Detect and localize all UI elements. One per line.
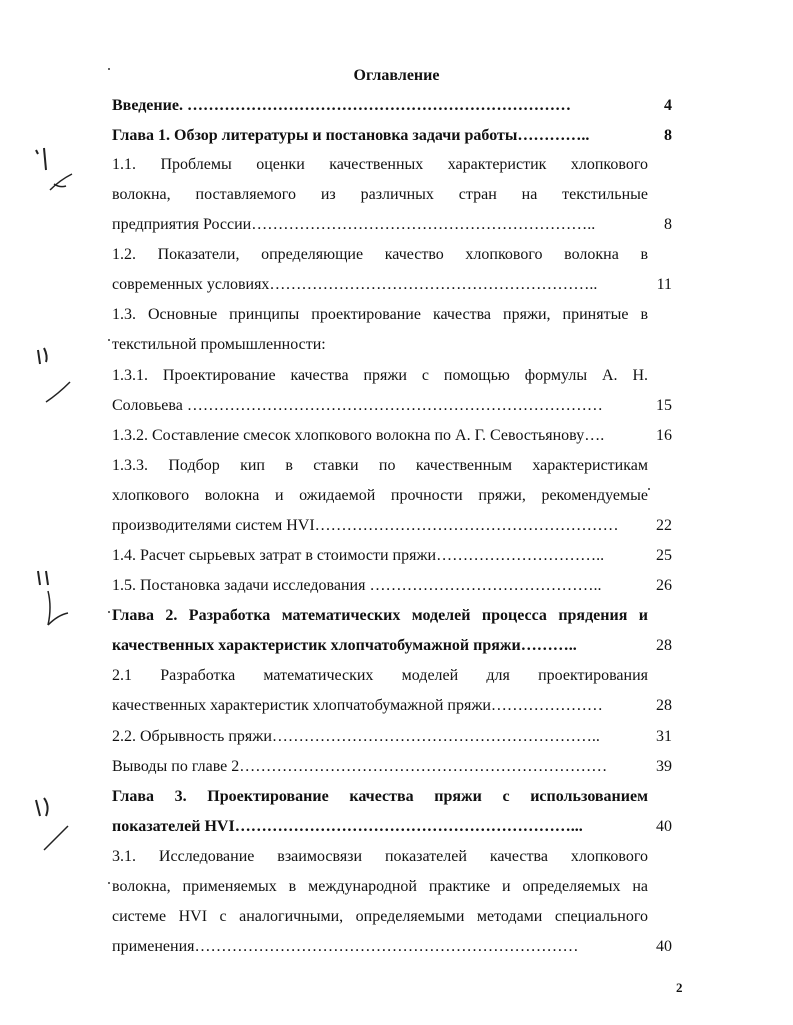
handwritten-mark	[30, 565, 80, 640]
scan-speck	[108, 882, 110, 884]
toc-entry: Выводы по главе 2…………………………………………………………… 39	[112, 758, 672, 775]
scan-speck	[108, 611, 110, 613]
toc-entry: качественных характеристик хлопчатобумажной пряжи………………… 28	[112, 697, 672, 714]
toc-entry: 1.5. Постановка задачи исследования …………………………………….. 26	[112, 577, 672, 594]
page-title: Оглавление	[353, 67, 440, 84]
toc-entry-text: 1.2. Показатели, определяющие качество хлопкового волокна в	[112, 246, 648, 263]
toc-entry-text: хлопкового волокна и ожидаемой прочности пряжи, рекомендуемые	[112, 487, 648, 504]
toc-entry: Глава 1. Обзор литературы и постановка задачи работы………….. 8	[112, 127, 672, 144]
scan-speck	[108, 68, 110, 70]
toc-entry-text: волокна, применяемых в международной практике и определяемых на	[112, 878, 648, 895]
toc-entry: предприятия России……………………………………………………….. 8	[112, 216, 672, 233]
toc-entry: показателей HVI………………………………………………………... 40	[112, 818, 672, 835]
toc-entry-text: 1.3. Основные принципы проектирование качества пряжи, принятые в	[112, 306, 648, 323]
handwritten-mark	[30, 342, 80, 412]
toc-entry: применения……………………………………………………………… 40	[112, 938, 672, 955]
scan-speck	[108, 339, 110, 341]
handwritten-mark	[30, 790, 80, 860]
toc-entry-text: волокна, поставляемого из различных стран на текстильные	[112, 186, 648, 203]
toc-entry: 2.2. Обрывность пряжи…………………………………………………….. 31	[112, 728, 672, 745]
toc-entry: качественных характеристик хлопчатобумажной пряжи……….. 28	[112, 637, 672, 654]
toc-entry-text: 1.3.3. Подбор кип в ставки по качественным характеристикам	[112, 457, 648, 474]
toc-entry-text: текстильной промышленности:	[112, 336, 326, 353]
toc-entry-text: 3.1. Исследование взаимосвязи показателей качества хлопкового	[112, 848, 648, 865]
toc-entry-text: Глава 3. Проектирование качества пряжи с использованием	[112, 788, 648, 805]
page-number: 2	[676, 980, 683, 995]
toc-entry: современных условиях…………………………………………………….. 11	[112, 276, 672, 293]
toc-entry-text: 2.1 Разработка математических моделей для проектирования	[112, 667, 648, 684]
toc-entry-text: Глава 2. Разработка математических моделей процесса прядения и	[112, 607, 648, 624]
toc-entry: Введение. ……………………………………………………………… 4	[112, 97, 672, 114]
toc-entry: 1.3.2. Составление смесок хлопкового волокна по А. Г. Севостьянову…. 16	[112, 427, 672, 444]
toc-entry: 1.4. Расчет сырьевых затрат в стоимости пряжи………………………….. 25	[112, 547, 672, 564]
toc-entry: производителями систем HVI………………………………………………… 22	[112, 517, 672, 534]
toc-entry-text: системе HVI с аналогичными, определяемыми методами специального	[112, 908, 648, 925]
toc-entry-text: 1.1. Проблемы оценки качественных характеристик хлопкового	[112, 156, 648, 173]
handwritten-mark	[30, 140, 80, 200]
toc-entry-text: 1.3.1. Проектирование качества пряжи с помощью формулы А. Н.	[112, 367, 648, 384]
toc-entry: Соловьева …………………………………………………………………… 15	[112, 397, 672, 414]
scan-speck	[648, 488, 650, 490]
